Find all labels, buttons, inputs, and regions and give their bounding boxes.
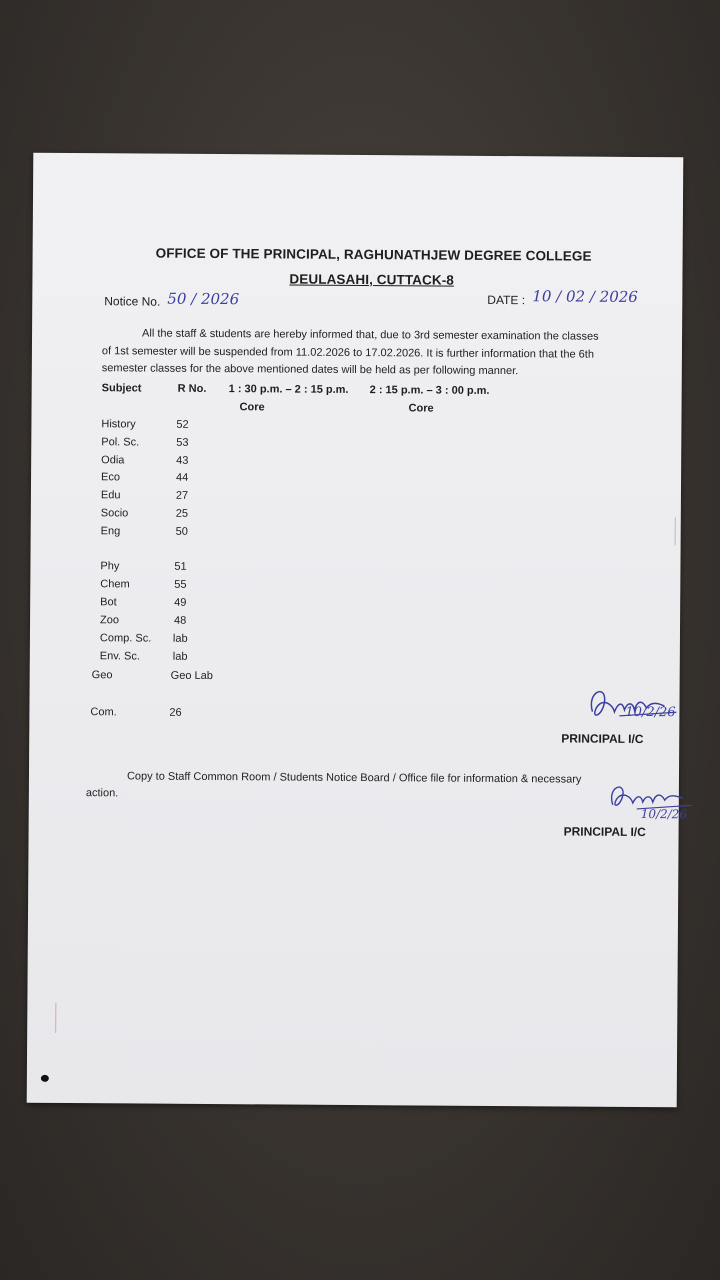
- room-cell: 25: [175, 507, 189, 520]
- pencil-mark: [55, 1003, 56, 1033]
- col-subheader-core-1: Core: [239, 401, 265, 414]
- subject-cell: Odia: [101, 454, 125, 467]
- room-cell: lab: [172, 632, 188, 645]
- body-line-2: of 1st semester will be suspended from 11.02.2026 to 17.02.2026. It is further information that the 6th: [101, 345, 595, 361]
- col-header-subject: Subject: [101, 382, 142, 395]
- date-label: DATE :: [487, 292, 526, 308]
- subject-cell: Comp. Sc.: [99, 632, 152, 645]
- room-cell: lab: [172, 650, 188, 663]
- room-cell: 50: [175, 525, 188, 538]
- col-subheader-core-2: Core: [408, 402, 434, 415]
- subject-cell: Chem: [100, 578, 130, 591]
- subject-cell: Pol. Sc.: [101, 436, 140, 449]
- signature-2-date: 10/2/26: [640, 806, 688, 822]
- subject-cell: Env. Sc.: [99, 650, 141, 663]
- ink-blot: [41, 1075, 49, 1082]
- room-cell: 26: [169, 706, 182, 719]
- notice-number-handwritten: 50 / 2026: [167, 289, 240, 309]
- room-cell: 53: [176, 436, 189, 449]
- notice-paper: [27, 153, 688, 1108]
- notice-number-label: Notice No.: [104, 294, 161, 309]
- room-cell: 43: [176, 454, 189, 467]
- room-cell: 55: [174, 578, 187, 591]
- subject-cell: Zoo: [100, 614, 120, 627]
- college-address: DEULASAHI, CUTTACK-8: [289, 271, 454, 288]
- room-cell: 27: [175, 489, 189, 502]
- copy-line-2: action.: [85, 787, 119, 800]
- date-handwritten: 10 / 02 / 2026: [532, 287, 638, 306]
- signature-2-title: PRINCIPAL I/C: [563, 824, 646, 840]
- room-cell: 52: [176, 418, 189, 431]
- copy-line-1: Copy to Staff Common Room / Students Notice Board / Office file for information & necessary: [126, 770, 582, 786]
- subject-cell: History: [101, 418, 136, 431]
- subject-cell: Bot: [100, 596, 117, 609]
- body-line-3: semester classes for the above mentioned dates will be held as per following manner.: [101, 362, 519, 378]
- room-cell: Geo Lab: [170, 669, 213, 683]
- office-heading: OFFICE OF THE PRINCIPAL, RAGHUNATHJEW DEGREE COLLEGE: [155, 245, 592, 264]
- room-cell: 44: [176, 471, 189, 484]
- col-header-slot-1: 1 : 30 p.m. – 2 : 15 p.m.: [228, 383, 349, 396]
- subject-cell: Geo: [91, 669, 113, 682]
- col-header-slot-2: 2 : 15 p.m. – 3 : 00 p.m.: [369, 384, 490, 397]
- body-line-1: All the staff & students are hereby informed that, due to 3rd semester examination the classes: [142, 327, 599, 343]
- subject-cell: Com.: [90, 706, 117, 719]
- signature-1-date: 10/2/26: [625, 704, 676, 721]
- subject-cell: Phy: [100, 560, 120, 573]
- col-header-room: R No.: [177, 382, 207, 395]
- room-cell: 48: [174, 614, 187, 627]
- subject-cell: Edu: [100, 489, 121, 502]
- room-cell: 49: [174, 596, 187, 609]
- pencil-mark-right: [675, 517, 676, 545]
- room-cell: 51: [174, 560, 187, 573]
- subject-cell: Socio: [100, 507, 129, 520]
- subject-cell: Eng: [100, 525, 121, 538]
- subject-cell: Eco: [101, 471, 121, 484]
- signature-1-title: PRINCIPAL I/C: [561, 731, 644, 747]
